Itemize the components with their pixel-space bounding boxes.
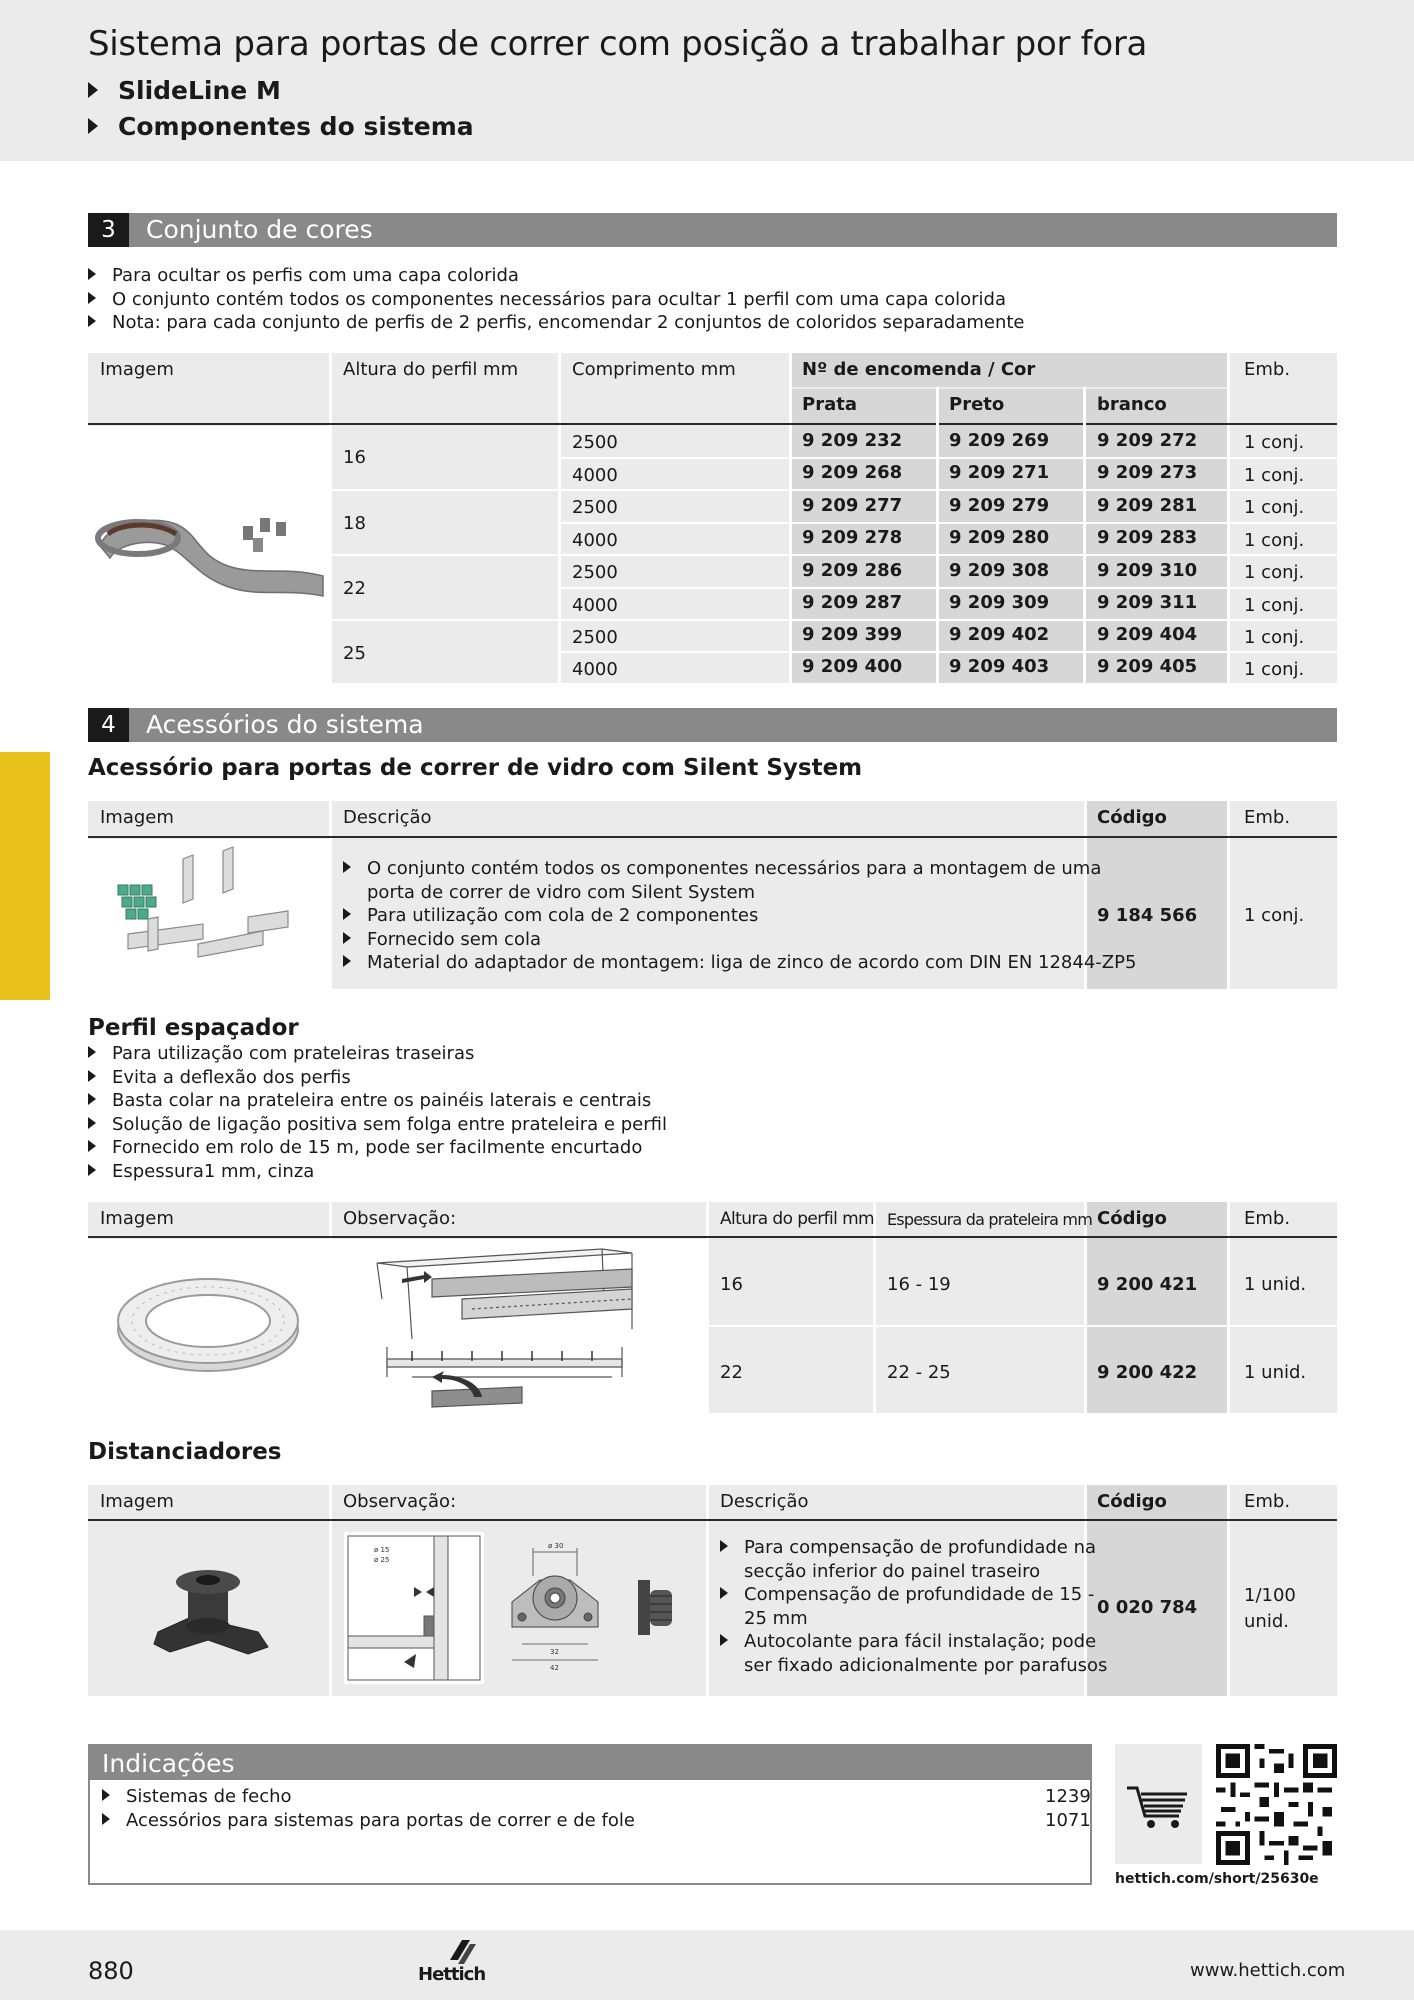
height-value: 18 <box>343 513 366 534</box>
list-item: Material do adaptador de montagem: liga de zinco de acordo com DIN EN 12844-ZP5 <box>343 951 1136 975</box>
order-number: 9 209 281 <box>1097 495 1198 516</box>
product-code: 9 184 566 <box>1097 905 1198 926</box>
height-value: 22 <box>343 578 366 599</box>
bullet-arrow-icon <box>88 1164 96 1176</box>
emb-value: 1 conj. <box>1244 530 1305 551</box>
divider <box>561 651 1337 653</box>
order-number: 9 209 404 <box>1097 624 1198 645</box>
distanciadores-heading: Distanciadores <box>88 1439 282 1465</box>
silent-description <box>343 857 1136 975</box>
order-number: 9 209 286 <box>802 560 903 581</box>
column-header: branco <box>1097 394 1167 415</box>
bullet-arrow-icon <box>88 268 96 280</box>
bullet-arrow-icon <box>88 1140 96 1152</box>
length-value: 2500 <box>572 562 618 583</box>
emb-value: 1 conj. <box>1244 432 1305 453</box>
length-value: 2500 <box>572 497 618 518</box>
list-item: Para compensação de profundidade na <box>720 1536 1107 1560</box>
order-number: 9 209 403 <box>949 656 1050 677</box>
side-view-drawing <box>628 1560 688 1650</box>
distanciadores-description <box>720 1536 1107 1677</box>
list-item: Fornecido sem cola <box>343 928 1136 952</box>
divider <box>1083 387 1086 683</box>
column-header: Emb. <box>1244 359 1291 380</box>
emb-value: 1 conj. <box>1244 595 1305 616</box>
order-number: 9 209 279 <box>949 495 1050 516</box>
column-header: Imagem <box>100 807 174 828</box>
order-number: 9 209 310 <box>1097 560 1198 581</box>
product-code: 0 020 784 <box>1097 1597 1198 1618</box>
column-header: Código <box>1097 807 1167 828</box>
emb-value: 1 conj. <box>1244 659 1305 680</box>
section-number: 3 <box>88 213 129 247</box>
divider <box>332 489 558 491</box>
bullet-arrow-icon <box>720 1540 728 1552</box>
table-cell <box>1087 1485 1227 1696</box>
order-number: 9 209 287 <box>802 592 903 613</box>
column-header: Observação: <box>343 1208 457 1229</box>
divider <box>936 387 939 683</box>
page-title: Sistema para portas de correr com posição a trabalhar por fora <box>88 24 1148 64</box>
divider <box>792 387 1227 389</box>
product-code: 9 200 422 <box>1097 1362 1198 1383</box>
list-item: Autocolante para fácil instalação; pode <box>720 1630 1107 1654</box>
bullet-arrow-icon <box>343 861 351 873</box>
cart-icon <box>1115 1744 1202 1864</box>
column-header: Emb. <box>1244 1208 1291 1229</box>
bullet-arrow-icon <box>88 1093 96 1105</box>
list-item: Compensação de profundidade de 15 - <box>720 1583 1107 1607</box>
header-rule <box>88 836 1337 838</box>
drawing-label: ø 30 <box>548 1542 564 1550</box>
drawing-label: ø 15 <box>374 1546 390 1554</box>
subtitle-slideline: SlideLine M <box>88 76 281 105</box>
section-title: Acessórios do sistema <box>146 710 424 739</box>
subtitle-components: Componentes do sistema <box>88 112 474 141</box>
section-title: Conjunto de cores <box>146 215 373 244</box>
reference-page: 1239 <box>1045 1786 1091 1807</box>
qr-code-icon <box>1216 1744 1337 1865</box>
order-number: 9 209 405 <box>1097 656 1198 677</box>
list-item: Nota: para cada conjunto de perfis de 2 perfis, encomendar 2 conjuntos de coloridos separadamente <box>88 311 1025 335</box>
indicacoes-box <box>88 1744 1092 1885</box>
order-number: 9 209 309 <box>949 592 1050 613</box>
list-item: Solução de ligação positiva sem folga entre prateleira e perfil <box>88 1113 667 1137</box>
bullet-arrow-icon <box>720 1634 728 1646</box>
column-header: Prata <box>802 394 857 415</box>
list-item: O conjunto contém todos os componentes necessários para ocultar 1 perfil com uma capa colorida <box>88 288 1025 312</box>
column-header: Emb. <box>1244 807 1291 828</box>
column-header: Descrição <box>343 807 432 828</box>
divider <box>561 619 1337 621</box>
list-item: Para utilização com cola de 2 componentes <box>343 904 1136 928</box>
reference-item[interactable]: Acessórios para sistemas para portas de correr e de fole <box>102 1810 635 1831</box>
bullet-arrow-icon <box>343 908 351 920</box>
column-header: Imagem <box>100 1208 174 1229</box>
order-number: 9 209 272 <box>1097 430 1198 451</box>
divider <box>561 489 1337 491</box>
bullet-arrow-icon <box>102 1789 110 1801</box>
bullet-arrow-icon <box>102 1813 110 1825</box>
order-number: 9 209 402 <box>949 624 1050 645</box>
qr-code[interactable] <box>1216 1744 1337 1865</box>
list-item: Para ocultar os perfis com uma capa colorida <box>88 264 1025 288</box>
indicacoes-header <box>90 1746 1090 1780</box>
order-number: 9 209 283 <box>1097 527 1198 548</box>
column-header: Código <box>1097 1491 1167 1512</box>
column-header: Altura do perfil mm <box>720 1209 874 1229</box>
order-number: 9 209 273 <box>1097 462 1198 483</box>
product-code: 9 200 421 <box>1097 1274 1198 1295</box>
column-header: Emb. <box>1244 1491 1291 1512</box>
divider <box>332 554 558 556</box>
spacer-bullets <box>88 1042 667 1183</box>
reference-page: 1071 <box>1045 1810 1091 1831</box>
list-item: Evita a deflexão dos perfis <box>88 1066 667 1090</box>
length-value: 2500 <box>572 627 618 648</box>
divider <box>709 1325 1337 1327</box>
length-value: 4000 <box>572 530 618 551</box>
order-number: 9 209 399 <box>802 624 903 645</box>
column-header: Altura do perfil mm <box>343 359 519 380</box>
emb-value: 1 conj. <box>1244 627 1305 648</box>
section-bar-4 <box>88 708 1337 742</box>
bullet-arrow-icon <box>88 118 98 134</box>
column-header: Observação: <box>343 1491 457 1512</box>
column-header: Espessura da prateleira mm <box>887 1210 1093 1229</box>
section-number: 4 <box>88 708 129 742</box>
installation-drawing <box>344 1532 484 1684</box>
height-value: 25 <box>343 643 366 664</box>
divider <box>332 619 558 621</box>
bullet-arrow-icon <box>343 932 351 944</box>
bullet-arrow-icon <box>720 1587 728 1599</box>
length-value: 4000 <box>572 465 618 486</box>
list-item: Espessura1 mm, cinza <box>88 1160 667 1184</box>
column-header: Código <box>1097 1208 1167 1229</box>
header-rule <box>88 1236 1337 1238</box>
divider <box>561 587 1337 589</box>
bullet-arrow-icon <box>88 1046 96 1058</box>
short-link[interactable]: hettich.com/short/25630e <box>1115 1871 1319 1887</box>
thickness-value: 22 - 25 <box>887 1362 951 1383</box>
drawing-label: ø 25 <box>374 1556 390 1564</box>
logo-text: Hettich <box>418 1964 486 1984</box>
list-item: porta de correr de vidro com Silent System <box>367 881 756 903</box>
column-header: Nº de encomenda / Cor <box>802 359 1036 380</box>
emb-value: 1 conj. <box>1244 465 1305 486</box>
list-item: ser fixado adicionalmente por parafusos <box>744 1654 1108 1676</box>
dimension-drawing <box>500 1532 610 1684</box>
drawing-label: 32 <box>550 1648 559 1656</box>
bullet-arrow-icon <box>88 292 96 304</box>
divider <box>561 522 1337 524</box>
length-value: 4000 <box>572 595 618 616</box>
bullet-arrow-icon <box>88 315 96 327</box>
spacer-heading: Perfil espaçador <box>88 1015 299 1041</box>
list-item: Basta colar na prateleira entre os painéis laterais e centrais <box>88 1089 667 1113</box>
column-header: Descrição <box>720 1491 809 1512</box>
thickness-value: 16 - 19 <box>887 1274 951 1295</box>
order-number: 9 209 269 <box>949 430 1050 451</box>
chapter-tab <box>0 752 50 1000</box>
emb-value: 1/100 <box>1244 1585 1296 1606</box>
order-number: 9 209 308 <box>949 560 1050 581</box>
website-link[interactable]: www.hettich.com <box>1190 1960 1346 1981</box>
bullet-arrow-icon <box>88 1117 96 1129</box>
list-item: O conjunto contém todos os componentes necessários para a montagem de uma <box>343 857 1136 881</box>
silent-system-heading: Acessório para portas de correr de vidro com Silent System <box>88 755 863 781</box>
section3-bullets <box>88 264 1025 335</box>
list-item: Fornecido em rolo de 15 m, pode ser facilmente encurtado <box>88 1136 667 1160</box>
column-header: Imagem <box>100 359 174 380</box>
divider <box>561 554 1337 556</box>
order-number: 9 209 271 <box>949 462 1050 483</box>
emb-value: 1 unid. <box>1244 1274 1307 1295</box>
emb-value: 1 unid. <box>1244 1362 1307 1383</box>
reference-item[interactable]: Sistemas de fecho <box>102 1786 292 1807</box>
spacer-roll-image <box>88 1239 329 1413</box>
shop-cart-button[interactable] <box>1115 1744 1202 1864</box>
hettich-logo <box>418 1938 488 1984</box>
header-rule <box>88 1519 1337 1521</box>
header-rule <box>88 423 1337 425</box>
emb-unit: unid. <box>1244 1611 1289 1632</box>
color-cap-image <box>88 426 329 683</box>
spacer-mounting-drawing <box>332 1239 706 1413</box>
order-number: 9 209 280 <box>949 527 1050 548</box>
bullet-arrow-icon <box>88 1070 96 1082</box>
column-header: Comprimento mm <box>572 359 736 380</box>
height-value: 16 <box>720 1274 743 1295</box>
emb-value: 1 conj. <box>1244 562 1305 583</box>
column-header: Preto <box>949 394 1005 415</box>
divider <box>561 457 1337 459</box>
height-value: 22 <box>720 1362 743 1383</box>
order-number: 9 209 311 <box>1097 592 1198 613</box>
silent-kit-image <box>88 839 329 989</box>
order-number: 9 209 268 <box>802 462 903 483</box>
list-item: secção inferior do painel traseiro <box>744 1560 1041 1582</box>
order-number: 9 209 400 <box>802 656 903 677</box>
order-number: 9 209 277 <box>802 495 903 516</box>
bullet-arrow-icon <box>88 82 98 98</box>
list-item: Para utilização com prateleiras traseiras <box>88 1042 667 1066</box>
hettich-logo-icon <box>418 1938 488 1984</box>
emb-value: 1 conj. <box>1244 497 1305 518</box>
emb-value: 1 conj. <box>1244 905 1305 926</box>
length-value: 2500 <box>572 432 618 453</box>
order-number: 9 209 232 <box>802 430 903 451</box>
page-number: 880 <box>88 1957 134 1985</box>
table-cell <box>1230 801 1337 989</box>
section-bar-3 <box>88 213 1337 247</box>
column-header: Imagem <box>100 1491 174 1512</box>
indicacoes-title: Indicações <box>102 1749 235 1778</box>
list-item: 25 mm <box>744 1607 808 1629</box>
height-value: 16 <box>343 447 366 468</box>
bullet-arrow-icon <box>343 955 351 967</box>
drawing-label: 42 <box>550 1664 559 1672</box>
length-value: 4000 <box>572 659 618 680</box>
spacer-foot-image <box>88 1522 329 1696</box>
order-number: 9 209 278 <box>802 527 903 548</box>
